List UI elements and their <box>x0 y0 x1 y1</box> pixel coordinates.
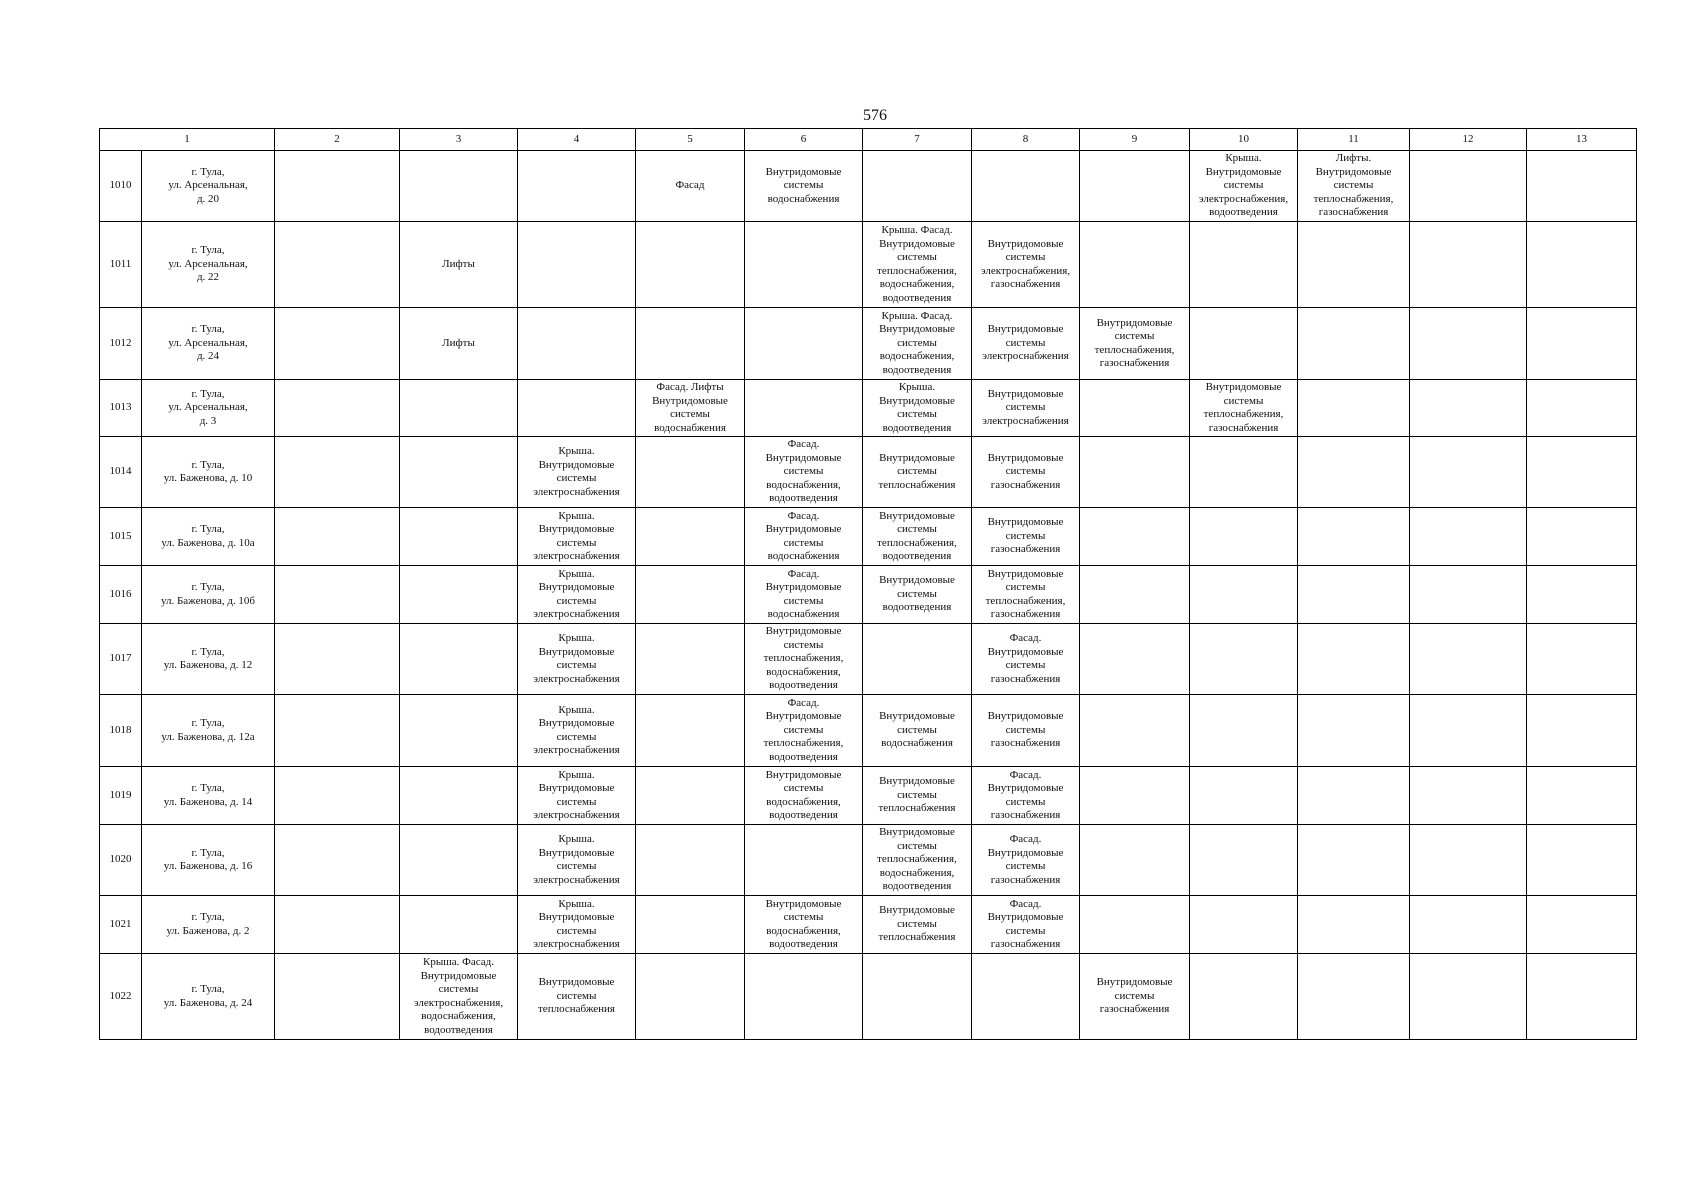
work-cell-col-3 <box>400 508 518 566</box>
address-cell: г. Тула, ул. Баженова, д. 14 <box>142 767 275 825</box>
column-number: 2 <box>275 129 400 151</box>
column-number: 11 <box>1298 129 1410 151</box>
work-cell-col-13 <box>1527 380 1637 437</box>
work-cell-col-6: Внутридомовые системы теплоснабжения, водоснабжения, водоотведения <box>745 624 863 695</box>
table-row <box>100 380 1637 437</box>
address-cell: г. Тула, ул. Баженова, д. 12а <box>142 695 275 767</box>
column-number: 7 <box>863 129 972 151</box>
work-cell-col-13 <box>1527 896 1637 954</box>
work-cell-col-8: Внутридомовые системы газоснабжения <box>972 508 1080 566</box>
work-cell-col-8: Внутридомовые системы электроснабжения <box>972 308 1080 380</box>
address-cell: г. Тула, ул. Арсенальная, д. 3 <box>142 380 275 437</box>
work-cell-col-2 <box>275 222 400 308</box>
row-number-cell: 1022 <box>100 954 142 1040</box>
work-cell-col-2 <box>275 437 400 508</box>
work-cell-col-12 <box>1410 151 1527 222</box>
work-cell-col-13 <box>1527 222 1637 308</box>
work-cell-col-2 <box>275 508 400 566</box>
work-cell-col-13 <box>1527 151 1637 222</box>
work-cell-col-4: Крыша. Внутридомовые системы электроснабжения <box>518 437 636 508</box>
work-cell-col-8 <box>972 954 1080 1040</box>
work-cell-col-12 <box>1410 566 1527 624</box>
work-cell-col-9 <box>1080 222 1190 308</box>
work-cell-col-10 <box>1190 825 1298 896</box>
work-cell-col-3 <box>400 825 518 896</box>
work-cell-col-5 <box>636 222 745 308</box>
work-cell-col-10 <box>1190 767 1298 825</box>
work-cell-col-4 <box>518 308 636 380</box>
work-cell-col-6 <box>745 825 863 896</box>
work-cell-col-2 <box>275 767 400 825</box>
work-cell-col-9 <box>1080 624 1190 695</box>
work-cell-col-10 <box>1190 695 1298 767</box>
work-cell-col-6: Фасад. Внутридомовые системы водоснабжения <box>745 566 863 624</box>
work-cell-col-6 <box>745 308 863 380</box>
work-cell-col-5 <box>636 624 745 695</box>
row-number-cell: 1015 <box>100 508 142 566</box>
work-cell-col-7: Внутридомовые системы водоотведения <box>863 566 972 624</box>
work-cell-col-4: Крыша. Внутридомовые системы электроснабжения <box>518 695 636 767</box>
work-cell-col-4 <box>518 151 636 222</box>
table-row <box>100 222 1637 308</box>
work-cell-col-5 <box>636 767 745 825</box>
work-cell-col-13 <box>1527 825 1637 896</box>
work-cell-col-9 <box>1080 508 1190 566</box>
row-number-cell: 1020 <box>100 825 142 896</box>
work-cell-col-11 <box>1298 566 1410 624</box>
work-cell-col-2 <box>275 695 400 767</box>
table-row <box>100 695 1637 767</box>
work-cell-col-12 <box>1410 954 1527 1040</box>
work-cell-col-12 <box>1410 437 1527 508</box>
work-cell-col-4: Крыша. Внутридомовые системы электроснабжения <box>518 767 636 825</box>
work-cell-col-10: Внутридомовые системы теплоснабжения, газоснабжения <box>1190 380 1298 437</box>
row-number-cell: 1010 <box>100 151 142 222</box>
address-cell: г. Тула, ул. Баженова, д. 16 <box>142 825 275 896</box>
work-cell-col-6: Фасад. Внутридомовые системы водоснабжения, водоотведения <box>745 437 863 508</box>
address-cell: г. Тула, ул. Арсенальная, д. 24 <box>142 308 275 380</box>
work-cell-col-7: Внутридомовые системы теплоснабжения, водоотведения <box>863 508 972 566</box>
work-cell-col-7: Внутридомовые системы теплоснабжения <box>863 896 972 954</box>
work-cell-col-3 <box>400 624 518 695</box>
work-cell-col-7: Крыша. Внутридомовые системы водоотведения <box>863 380 972 437</box>
work-cell-col-3 <box>400 437 518 508</box>
work-cell-col-6 <box>745 380 863 437</box>
work-cell-col-3 <box>400 151 518 222</box>
work-cell-col-5 <box>636 308 745 380</box>
work-cell-col-13 <box>1527 767 1637 825</box>
row-number-cell: 1014 <box>100 437 142 508</box>
work-cell-col-3: Лифты <box>400 222 518 308</box>
column-number: 9 <box>1080 129 1190 151</box>
address-cell: г. Тула, ул. Баженова, д. 24 <box>142 954 275 1040</box>
row-number-cell: 1018 <box>100 695 142 767</box>
work-cell-col-9 <box>1080 437 1190 508</box>
work-cell-col-11 <box>1298 437 1410 508</box>
work-cell-col-7 <box>863 954 972 1040</box>
work-cell-col-4: Крыша. Внутридомовые системы электроснабжения <box>518 566 636 624</box>
work-cell-col-11 <box>1298 695 1410 767</box>
column-number: 1 <box>100 129 275 151</box>
work-cell-col-12 <box>1410 380 1527 437</box>
table-row <box>100 624 1637 695</box>
column-number-row <box>100 129 1637 151</box>
work-cell-col-7: Внутридомовые системы водоснабжения <box>863 695 972 767</box>
work-cell-col-2 <box>275 624 400 695</box>
work-cell-col-3 <box>400 767 518 825</box>
work-cell-col-6: Внутридомовые системы водоснабжения, водоотведения <box>745 896 863 954</box>
work-cell-col-5 <box>636 437 745 508</box>
work-cell-col-9 <box>1080 825 1190 896</box>
table-row <box>100 954 1637 1040</box>
work-cell-col-7: Внутридомовые системы теплоснабжения <box>863 437 972 508</box>
work-cell-col-11 <box>1298 767 1410 825</box>
table-row <box>100 896 1637 954</box>
row-number-cell: 1019 <box>100 767 142 825</box>
work-cell-col-12 <box>1410 767 1527 825</box>
work-cell-col-10 <box>1190 566 1298 624</box>
work-cell-col-3 <box>400 896 518 954</box>
column-number: 8 <box>972 129 1080 151</box>
work-cell-col-12 <box>1410 624 1527 695</box>
address-cell: г. Тула, ул. Баженова, д. 10б <box>142 566 275 624</box>
work-cell-col-11: Лифты. Внутридомовые системы теплоснабжения, газоснабжения <box>1298 151 1410 222</box>
work-cell-col-3 <box>400 380 518 437</box>
work-cell-col-13 <box>1527 508 1637 566</box>
work-cell-col-13 <box>1527 624 1637 695</box>
work-cell-col-13 <box>1527 954 1637 1040</box>
work-cell-col-6 <box>745 222 863 308</box>
work-cell-col-4: Крыша. Внутридомовые системы электроснабжения <box>518 825 636 896</box>
work-cell-col-11 <box>1298 508 1410 566</box>
address-cell: г. Тула, ул. Арсенальная, д. 20 <box>142 151 275 222</box>
column-number: 10 <box>1190 129 1298 151</box>
work-cell-col-11 <box>1298 954 1410 1040</box>
work-cell-col-10 <box>1190 954 1298 1040</box>
work-cell-col-5: Фасад <box>636 151 745 222</box>
work-cell-col-5 <box>636 954 745 1040</box>
work-cell-col-10 <box>1190 222 1298 308</box>
work-cell-col-10 <box>1190 896 1298 954</box>
work-cell-col-5: Фасад. Лифты Внутридомовые системы водоснабжения <box>636 380 745 437</box>
work-cell-col-2 <box>275 151 400 222</box>
column-number: 3 <box>400 129 518 151</box>
work-cell-col-2 <box>275 954 400 1040</box>
work-cell-col-9 <box>1080 896 1190 954</box>
work-cell-col-12 <box>1410 308 1527 380</box>
table-row <box>100 825 1637 896</box>
work-cell-col-11 <box>1298 896 1410 954</box>
work-cell-col-8: Внутридомовые системы электроснабжения, газоснабжения <box>972 222 1080 308</box>
work-cell-col-10 <box>1190 624 1298 695</box>
work-cell-col-2 <box>275 896 400 954</box>
work-cell-col-8: Внутридомовые системы газоснабжения <box>972 695 1080 767</box>
work-cell-col-5 <box>636 508 745 566</box>
work-cell-col-8: Внутридомовые системы газоснабжения <box>972 437 1080 508</box>
repair-schedule-table <box>99 128 1637 1040</box>
work-cell-col-11 <box>1298 308 1410 380</box>
work-cell-col-6: Фасад. Внутридомовые системы теплоснабжения, водоотведения <box>745 695 863 767</box>
work-cell-col-13 <box>1527 695 1637 767</box>
work-cell-col-11 <box>1298 624 1410 695</box>
work-cell-col-6: Внутридомовые системы водоснабжения <box>745 151 863 222</box>
work-cell-col-5 <box>636 695 745 767</box>
work-cell-col-12 <box>1410 695 1527 767</box>
row-number-cell: 1016 <box>100 566 142 624</box>
work-cell-col-4: Внутридомовые системы теплоснабжения <box>518 954 636 1040</box>
work-cell-col-13 <box>1527 566 1637 624</box>
work-cell-col-3: Лифты <box>400 308 518 380</box>
address-cell: г. Тула, ул. Баженова, д. 10а <box>142 508 275 566</box>
work-cell-col-7: Внутридомовые системы теплоснабжения <box>863 767 972 825</box>
work-cell-col-8 <box>972 151 1080 222</box>
work-cell-col-4 <box>518 380 636 437</box>
work-cell-col-8: Фасад. Внутридомовые системы газоснабжения <box>972 825 1080 896</box>
table-row <box>100 151 1637 222</box>
work-cell-col-9 <box>1080 767 1190 825</box>
table-row <box>100 437 1637 508</box>
work-cell-col-2 <box>275 566 400 624</box>
work-cell-col-13 <box>1527 437 1637 508</box>
column-number: 6 <box>745 129 863 151</box>
work-cell-col-5 <box>636 566 745 624</box>
work-cell-col-4: Крыша. Внутридомовые системы электроснабжения <box>518 508 636 566</box>
address-cell: г. Тула, ул. Баженова, д. 12 <box>142 624 275 695</box>
work-cell-col-4 <box>518 222 636 308</box>
row-number-cell: 1017 <box>100 624 142 695</box>
work-cell-col-9 <box>1080 151 1190 222</box>
table-row <box>100 508 1637 566</box>
work-cell-col-11 <box>1298 222 1410 308</box>
work-cell-col-11 <box>1298 825 1410 896</box>
work-cell-col-4: Крыша. Внутридомовые системы электроснабжения <box>518 624 636 695</box>
work-cell-col-8: Фасад. Внутридомовые системы газоснабжения <box>972 624 1080 695</box>
work-cell-col-7 <box>863 624 972 695</box>
work-cell-col-10 <box>1190 437 1298 508</box>
page-number: 576 <box>863 107 887 124</box>
work-cell-col-6: Фасад. Внутридомовые системы водоснабжения <box>745 508 863 566</box>
address-cell: г. Тула, ул. Баженова, д. 10 <box>142 437 275 508</box>
work-cell-col-8: Внутридомовые системы электроснабжения <box>972 380 1080 437</box>
column-number: 5 <box>636 129 745 151</box>
work-cell-col-7: Крыша. Фасад. Внутридомовые системы теплоснабжения, водоснабжения, водоотведения <box>863 222 972 308</box>
row-number-cell: 1012 <box>100 308 142 380</box>
row-number-cell: 1013 <box>100 380 142 437</box>
work-cell-col-4: Крыша. Внутридомовые системы электроснабжения <box>518 896 636 954</box>
work-cell-col-6: Внутридомовые системы водоснабжения, водоотведения <box>745 767 863 825</box>
address-cell: г. Тула, ул. Баженова, д. 2 <box>142 896 275 954</box>
work-cell-col-5 <box>636 825 745 896</box>
work-cell-col-9 <box>1080 380 1190 437</box>
column-number: 13 <box>1527 129 1637 151</box>
work-cell-col-10 <box>1190 308 1298 380</box>
work-cell-col-8: Фасад. Внутридомовые системы газоснабжения <box>972 767 1080 825</box>
work-cell-col-12 <box>1410 222 1527 308</box>
column-number: 12 <box>1410 129 1527 151</box>
work-cell-col-7 <box>863 151 972 222</box>
work-cell-col-7: Крыша. Фасад. Внутридомовые системы водоснабжения, водоотведения <box>863 308 972 380</box>
work-cell-col-8: Фасад. Внутридомовые системы газоснабжения <box>972 896 1080 954</box>
work-cell-col-12 <box>1410 825 1527 896</box>
work-cell-col-2 <box>275 825 400 896</box>
row-number-cell: 1011 <box>100 222 142 308</box>
work-cell-col-2 <box>275 380 400 437</box>
work-cell-col-9: Внутридомовые системы теплоснабжения, газоснабжения <box>1080 308 1190 380</box>
work-cell-col-10 <box>1190 508 1298 566</box>
work-cell-col-12 <box>1410 508 1527 566</box>
work-cell-col-12 <box>1410 896 1527 954</box>
address-cell: г. Тула, ул. Арсенальная, д. 22 <box>142 222 275 308</box>
table-body <box>100 151 1637 1040</box>
row-number-cell: 1021 <box>100 896 142 954</box>
work-cell-col-3 <box>400 695 518 767</box>
work-cell-col-5 <box>636 896 745 954</box>
table-row <box>100 767 1637 825</box>
work-cell-col-3: Крыша. Фасад. Внутридомовые системы электроснабжения, водоснабжения, водоотведения <box>400 954 518 1040</box>
work-cell-col-11 <box>1298 380 1410 437</box>
work-cell-col-10: Крыша. Внутридомовые системы электроснабжения, водоотведения <box>1190 151 1298 222</box>
work-cell-col-2 <box>275 308 400 380</box>
work-cell-col-7: Внутридомовые системы теплоснабжения, водоснабжения, водоотведения <box>863 825 972 896</box>
work-cell-col-9: Внутридомовые системы газоснабжения <box>1080 954 1190 1040</box>
table-row <box>100 566 1637 624</box>
work-cell-col-9 <box>1080 695 1190 767</box>
work-cell-col-6 <box>745 954 863 1040</box>
work-cell-col-8: Внутридомовые системы теплоснабжения, газоснабжения <box>972 566 1080 624</box>
work-cell-col-13 <box>1527 308 1637 380</box>
column-number: 4 <box>518 129 636 151</box>
work-cell-col-3 <box>400 566 518 624</box>
table-row <box>100 308 1637 380</box>
work-cell-col-9 <box>1080 566 1190 624</box>
